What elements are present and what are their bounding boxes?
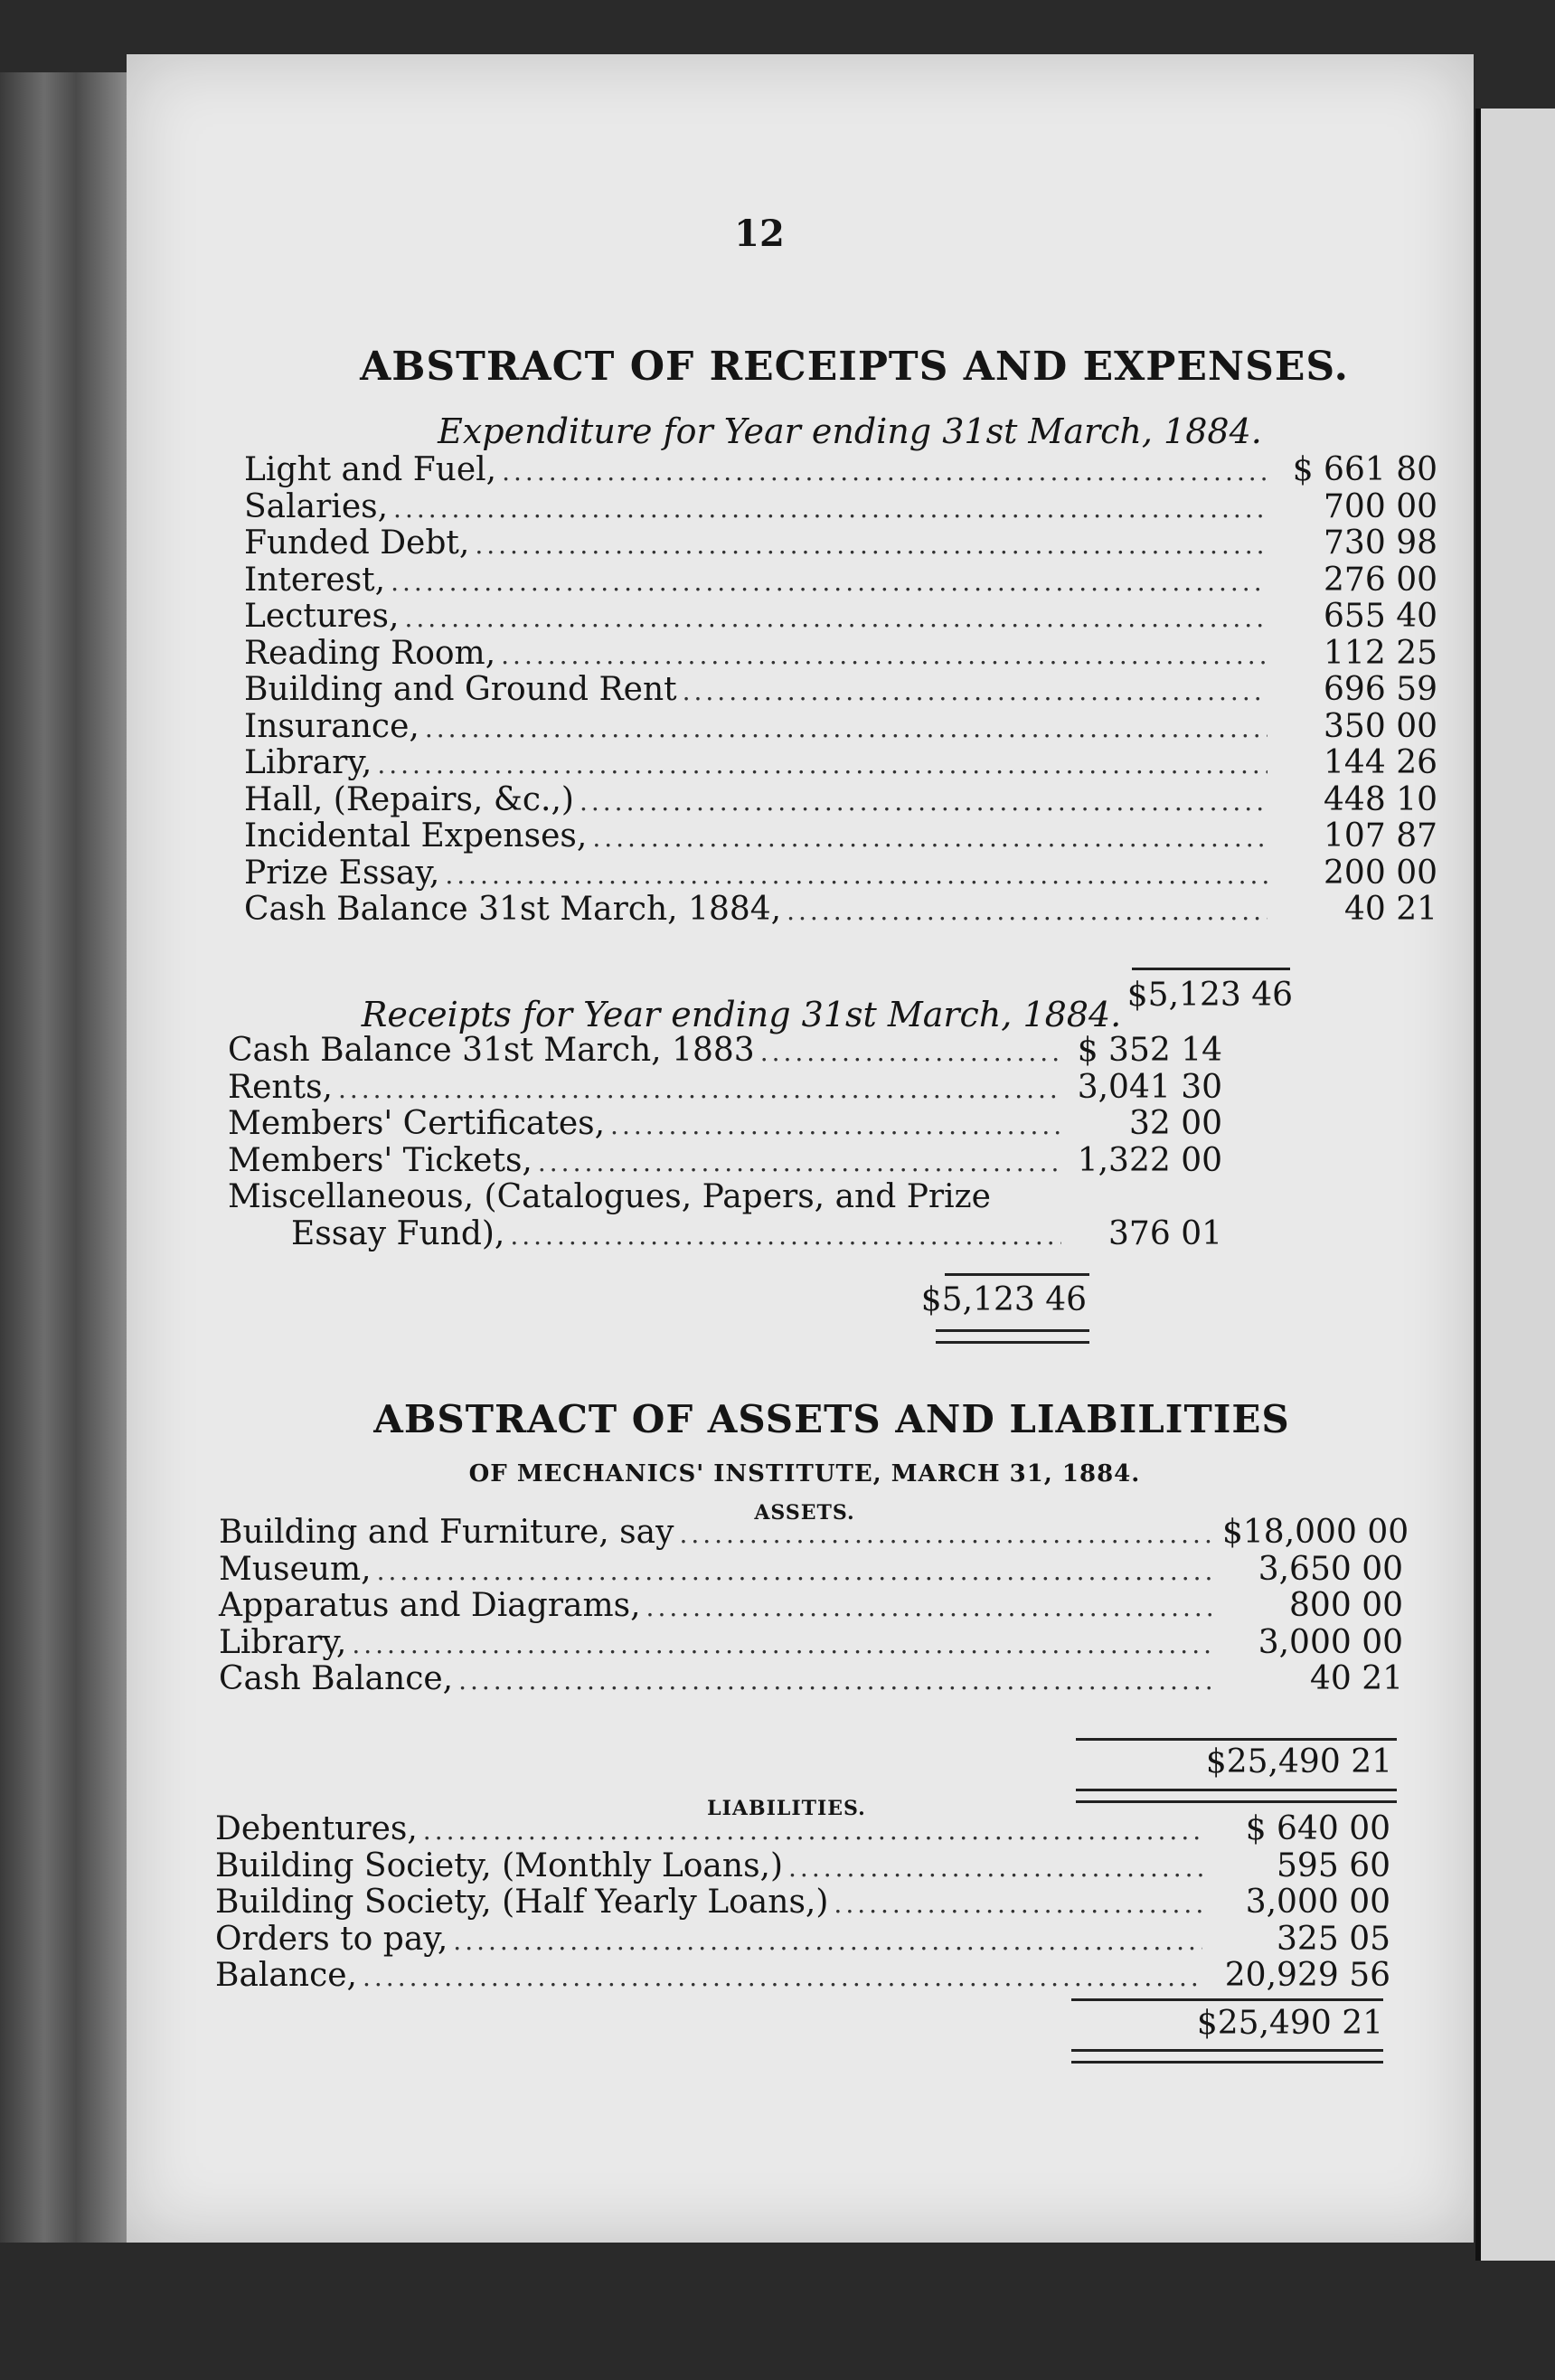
ledger-row [228,1106,1222,1143]
ledger-row [244,709,1437,746]
ledger-label: Apparatus and Diagrams, [219,1587,641,1624]
expenditure-total: $5,123 46 [1126,977,1293,1014]
leader-dots [423,1813,1202,1850]
ledger-amount: 112 25 [1324,634,1437,672]
ledger-amount: $ 640 00 [1245,1810,1390,1847]
ledger-label: Prize Essay, [244,854,440,892]
subtotal-rule [945,1273,1089,1276]
book-spine [0,72,127,2243]
ledger-label: Reading Room, [244,634,496,672]
ledger-row [215,1811,1390,1848]
ledger-amount: 1,322 00 [1077,1141,1222,1179]
liabilities-heading: LIABILITIES. [707,1797,866,1820]
ledger-label: Building Society, (Half Yearly Loans,) [215,1884,829,1921]
expenditure-ledger [244,452,1437,929]
leader-dots [377,747,1268,784]
ledger-row [244,636,1437,673]
ledger-label: Cash Balance, [219,1660,454,1697]
ledger-row [244,782,1437,819]
leader-dots [393,491,1268,528]
leader-dots [683,674,1268,711]
total-double-rule [1071,2049,1383,2064]
ledger-amount: 800 00 [1289,1587,1403,1624]
leader-dots [787,893,1268,930]
leader-dots [458,1663,1215,1700]
ledger-row [219,1514,1409,1552]
ledger-row [244,599,1437,636]
total-double-rule [936,1329,1089,1344]
ledger-amount: 32 00 [1128,1105,1222,1142]
ledger-label: Insurance, [244,707,419,745]
leader-dots [760,1034,1061,1072]
ledger-label: Building and Ground Rent [244,671,677,708]
ledger-label: Hall, (Repairs, &c.,) [244,780,574,818]
ledger-label: Incidental Expenses, [244,817,588,855]
leader-dots [502,454,1268,491]
leader-dots [363,1960,1202,1997]
ledger-label: Salaries, [244,487,389,525]
ledger-label: Building Society, (Monthly Loans,) [215,1846,784,1884]
assets-total: $25,490 21 [1205,1743,1392,1780]
assets-heading: ASSETS. [754,1501,855,1525]
total-double-rule [1076,1789,1397,1803]
receipts-total: $5,123 46 [920,1281,1087,1318]
ledger-label: Funded Debt, [244,524,470,562]
ledger-row [244,525,1437,562]
leader-dots [510,1218,1061,1255]
ledger-row [228,1216,1222,1253]
ledger-row [244,672,1437,709]
ledger-label: Cash Balance 31st March, 1884, [244,891,782,928]
ledger-amount: 276 00 [1324,561,1437,599]
liabilities-total: $25,490 21 [1196,2005,1383,2042]
ledger-row [215,1922,1390,1959]
ledger-row [219,1625,1403,1662]
leader-dots [377,1554,1215,1591]
leader-dots [538,1145,1061,1182]
receipts-heading: Receipts for Year ending 31st March, 1884. [361,995,1122,1034]
assets-ledger [219,1514,1409,1698]
ledger-label: Light and Fuel, [244,451,497,488]
ledger-label: Building and Furniture, say [219,1514,674,1551]
page-number: 12 [734,212,785,255]
adjacent-page-edge [1475,109,1555,2261]
receipts-expenses-title: ABSTRACT OF RECEIPTS AND EXPENSES. [360,344,1349,390]
ledger-amount: 730 98 [1324,524,1437,562]
ledger-label: Balance, [215,1957,357,1994]
subtotal-rule [1076,1738,1397,1741]
ledger-row [244,818,1437,855]
ledger-row [219,1588,1403,1625]
ledger-row [244,562,1437,600]
ledger-row [219,1552,1403,1589]
ledger-label: Library, [219,1623,347,1661]
leader-dots [580,784,1268,821]
subtotal-rule [1132,968,1290,970]
ledger-amount: 40 21 [1343,891,1437,928]
leader-dots [352,1627,1215,1664]
ledger-amount: 325 05 [1277,1920,1390,1958]
ledger-row [244,855,1437,892]
ledger-row [228,1070,1222,1107]
ledger-label: Museum, [219,1550,372,1588]
ledger-label: Debentures, [215,1810,418,1847]
ledger-amount: 200 00 [1324,854,1437,892]
subtotal-rule [1071,1998,1383,2001]
leader-dots [501,638,1268,675]
ledger-label: Members' Tickets, [228,1141,532,1179]
leader-dots [646,1590,1215,1627]
leader-dots [475,527,1268,564]
ledger-row [228,1033,1222,1070]
ledger-amount: $ 661 80 [1292,451,1437,488]
ledger-amount: 700 00 [1324,487,1437,525]
ledger-amount: 655 40 [1324,598,1437,635]
ledger-label: Orders to pay, [215,1920,448,1958]
ledger-amount: 20,929 56 [1224,1957,1390,1994]
ledger-amount: 696 59 [1324,671,1437,708]
ledger-row [215,1884,1390,1922]
ledger-label: Members' Certificates, [228,1105,606,1142]
leader-dots [610,1108,1061,1145]
ledger-label: Library, [244,744,372,781]
leader-dots [453,1923,1202,1960]
leader-dots [788,1850,1202,1887]
ledger-amount: $18,000 00 [1222,1514,1409,1551]
receipts-ledger [228,1033,1222,1252]
expenditure-heading: Expenditure for Year ending 31st March, 1884. [438,411,1262,451]
ledger-amount: 595 60 [1277,1846,1390,1884]
liabilities-ledger [215,1811,1390,1995]
ledger-row [228,1143,1222,1180]
leader-dots [338,1072,1061,1109]
leader-dots [679,1516,1215,1554]
leader-dots [445,857,1268,894]
ledger-amount: $ 352 14 [1077,1032,1222,1069]
ledger-label: Lectures, [244,598,400,635]
ledger-row [228,1179,1222,1216]
leader-dots [834,1886,1202,1923]
ledger-amount: 3,000 00 [1245,1884,1390,1921]
assets-liabilities-subtitle: OF MECHANICS' INSTITUTE, MARCH 31, 1884. [468,1460,1141,1488]
ledger-amount: 448 10 [1324,780,1437,818]
ledger-label: Interest, [244,561,386,599]
leader-dots [391,564,1268,601]
ledger-label: Cash Balance 31st March, 1883 [228,1032,755,1069]
document-page [127,54,1474,2243]
assets-liabilities-title: ABSTRACT OF ASSETS AND LIABILITIES [373,1397,1290,1441]
ledger-row [215,1848,1390,1885]
ledger-row [244,452,1437,489]
ledger-row [244,892,1437,929]
leader-dots [425,711,1268,748]
ledger-amount: 144 26 [1324,744,1437,781]
ledger-amount: 3,041 30 [1077,1068,1222,1106]
ledger-amount: 376 01 [1108,1214,1222,1252]
ledger-amount: 3,650 00 [1258,1550,1403,1588]
ledger-row [244,489,1437,526]
ledger-amount: 107 87 [1324,817,1437,855]
leader-dots [404,600,1268,638]
ledger-label: Essay Fund), [291,1214,505,1252]
ledger-label: Miscellaneous, (Catalogues, Papers, and Prize [228,1178,991,1215]
ledger-row [215,1958,1390,1995]
leader-dots [592,820,1268,857]
ledger-amount: 40 21 [1309,1660,1403,1697]
ledger-row [244,745,1437,782]
ledger-amount: 350 00 [1324,707,1437,745]
ledger-row [219,1661,1403,1698]
ledger-label: Rents, [228,1068,333,1106]
ledger-amount: 3,000 00 [1258,1623,1403,1661]
